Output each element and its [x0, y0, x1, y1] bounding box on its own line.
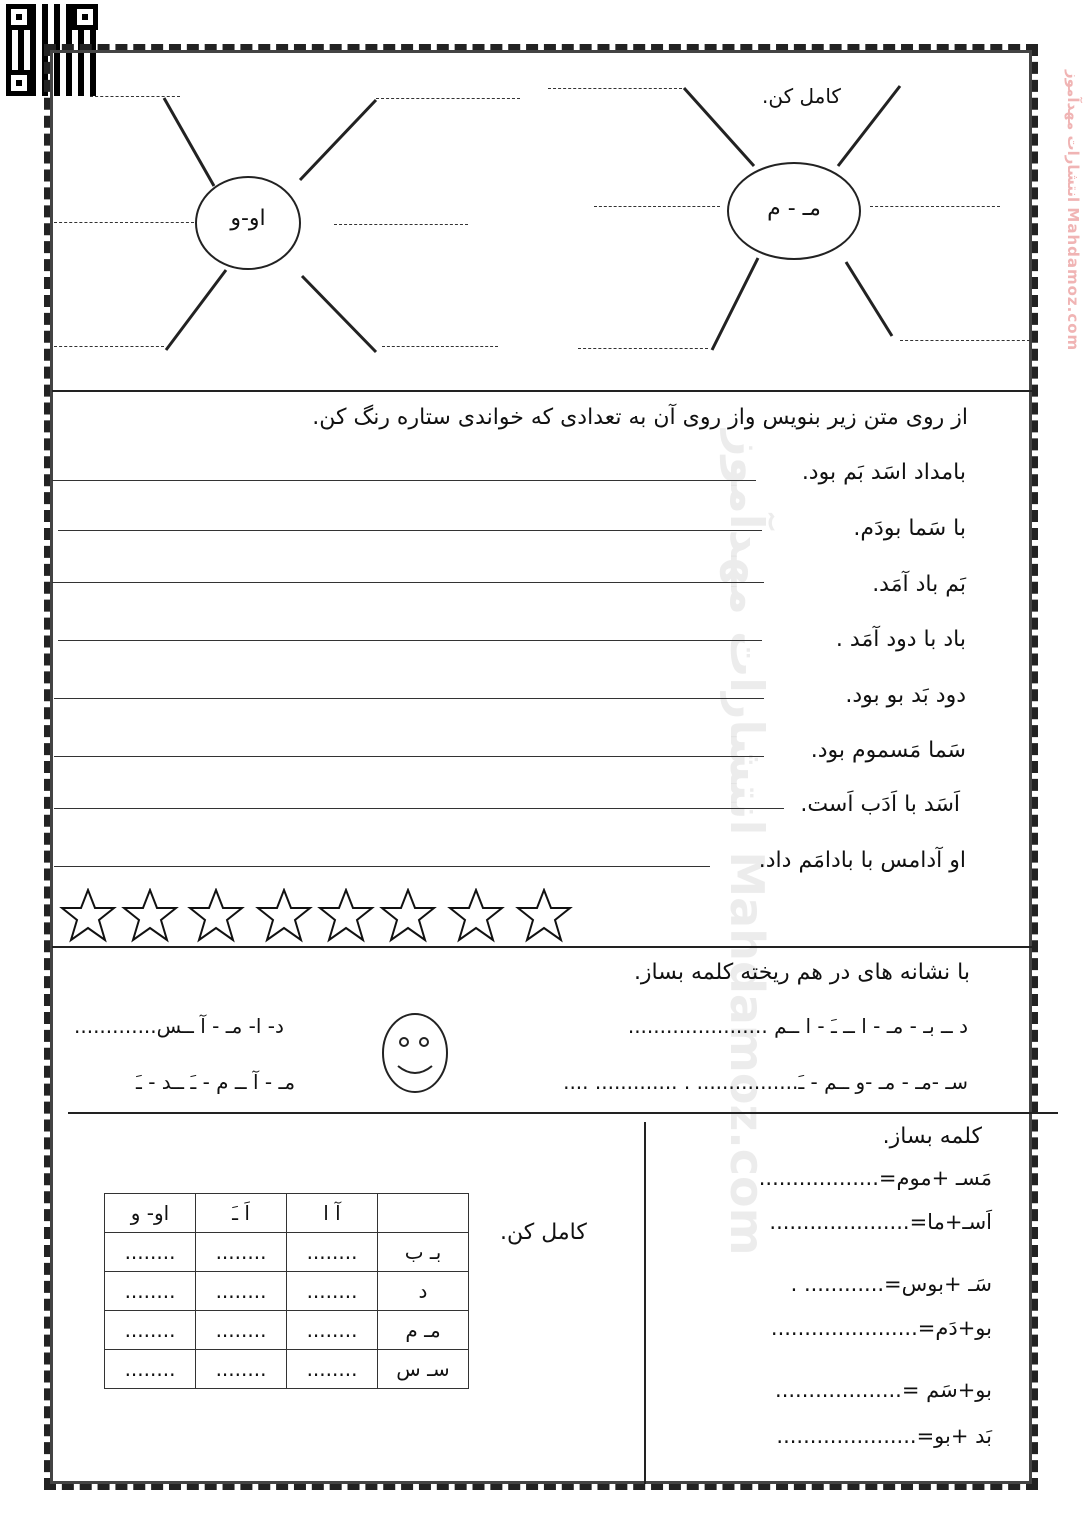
table-cell[interactable]: ........ — [105, 1350, 196, 1389]
scramble-row1-left: د- ا- مـ - آ ــس............. — [74, 1014, 284, 1038]
table-header — [378, 1194, 469, 1233]
center-watermark: انتشارات مهدآموز Mahdamoz.com — [720, 430, 774, 1256]
blank-line[interactable] — [334, 224, 468, 225]
table-cell: سـ س — [378, 1350, 469, 1389]
table-header: آ ا — [287, 1194, 378, 1233]
table-cell: د — [378, 1272, 469, 1311]
blank-line[interactable] — [578, 348, 708, 349]
star-icon — [518, 890, 570, 940]
star-icon — [190, 890, 242, 940]
star-row — [58, 888, 578, 944]
blank-line[interactable] — [382, 346, 498, 347]
table-cell[interactable]: ........ — [105, 1272, 196, 1311]
table-cell[interactable]: ........ — [196, 1350, 287, 1389]
word-equation[interactable]: بو+دَم=...................... — [770, 1316, 992, 1340]
writing-line[interactable] — [54, 698, 764, 699]
word-equation[interactable]: اَسـ+ما=..................... — [769, 1210, 992, 1234]
table-cell[interactable]: ........ — [287, 1233, 378, 1272]
table-cell[interactable]: ........ — [287, 1311, 378, 1350]
writing-line[interactable] — [54, 756, 764, 757]
table-cell[interactable]: ........ — [105, 1233, 196, 1272]
word-equation[interactable]: بو+سَم =................... — [775, 1378, 992, 1402]
sentence: باد با دود آمَد . — [835, 627, 966, 652]
table-cell[interactable]: ........ — [105, 1311, 196, 1350]
table-header: او- و — [105, 1194, 196, 1233]
blank-line[interactable] — [376, 98, 520, 99]
sentence: او آدامس با بادامَم داد. — [758, 848, 966, 873]
blank-line[interactable] — [594, 206, 720, 207]
sentence: اَسَد با اَدَب اَست. — [800, 792, 960, 817]
star-icon — [382, 890, 434, 940]
star-icon — [320, 890, 372, 940]
column-divider — [644, 1122, 646, 1484]
letter-table — [104, 1193, 469, 1389]
section-divider — [52, 946, 1032, 948]
blank-line[interactable] — [54, 346, 164, 347]
star-icon — [124, 890, 176, 940]
sun-instruction: کامل کن. — [762, 84, 841, 108]
blank-line[interactable] — [900, 340, 1030, 341]
table-cell[interactable]: ........ — [287, 1350, 378, 1389]
table-instruction: کامل کن. — [500, 1220, 587, 1245]
table-cell: مـ م — [378, 1311, 469, 1350]
blank-line[interactable] — [90, 96, 180, 97]
smiley-icon — [380, 1012, 450, 1094]
writing-line[interactable] — [54, 866, 710, 867]
table-header: اَ ـَ — [196, 1194, 287, 1233]
scramble-row2-left: مـ - آ ــ م - ـَ ــد - ـَ — [136, 1070, 296, 1094]
table-cell[interactable]: ........ — [196, 1272, 287, 1311]
table-cell[interactable]: ........ — [287, 1272, 378, 1311]
scramble-instruction: با نشانه های در هم ریخته کلمه بساز. — [633, 960, 970, 985]
writing-line[interactable] — [58, 640, 762, 641]
writing-line[interactable] — [52, 582, 764, 583]
sentence: بَم باد آمَد. — [872, 572, 966, 597]
star-icon — [62, 890, 114, 940]
blank-line[interactable] — [548, 88, 682, 89]
star-icon — [258, 890, 310, 940]
scramble-row2-right: سـ -مـ - مـ -و ــم - ـَ................ . ............. .... — [563, 1070, 968, 1094]
blank-line[interactable] — [870, 206, 1000, 207]
sun-right-label: مـ - م — [767, 196, 821, 221]
words-title: کلمه بساز. — [882, 1124, 982, 1149]
star-icon — [450, 890, 502, 940]
sun-left-label: او-و — [230, 206, 266, 231]
sentence: سَما مَسموم بود. — [810, 738, 966, 763]
word-equation[interactable]: سَـ +بوس=............ . — [790, 1272, 992, 1296]
writing-line[interactable] — [54, 808, 784, 809]
word-equation[interactable]: بَد +بو=..................... — [776, 1424, 992, 1448]
copy-instruction: از روی متن زیر بنویس واز روی آن به تعدادی که خواندی ستاره رنگ کن. — [312, 405, 968, 430]
section-divider — [68, 1112, 1058, 1114]
table-cell[interactable]: ........ — [196, 1311, 287, 1350]
sentence: با سَما بودَم. — [853, 516, 966, 541]
table-cell[interactable]: ........ — [196, 1233, 287, 1272]
section-divider — [52, 390, 1032, 392]
blank-line[interactable] — [54, 222, 194, 223]
sentence: بامداد اسَد بَم بود. — [801, 460, 966, 485]
writing-line[interactable] — [58, 530, 762, 531]
word-equation[interactable]: مَسـ +موم=.................. — [758, 1166, 992, 1190]
side-watermark: انتشارات مهدآموز Mahdamoz.com — [1064, 70, 1082, 352]
table-cell: بـ ب — [378, 1233, 469, 1272]
writing-line[interactable] — [52, 480, 756, 481]
sentence: دود بَد بو بود. — [845, 683, 966, 708]
scramble-row1-right: د ــ بـ - مـ - ا ــ ـَ - ا ــم ...................... — [627, 1014, 968, 1038]
